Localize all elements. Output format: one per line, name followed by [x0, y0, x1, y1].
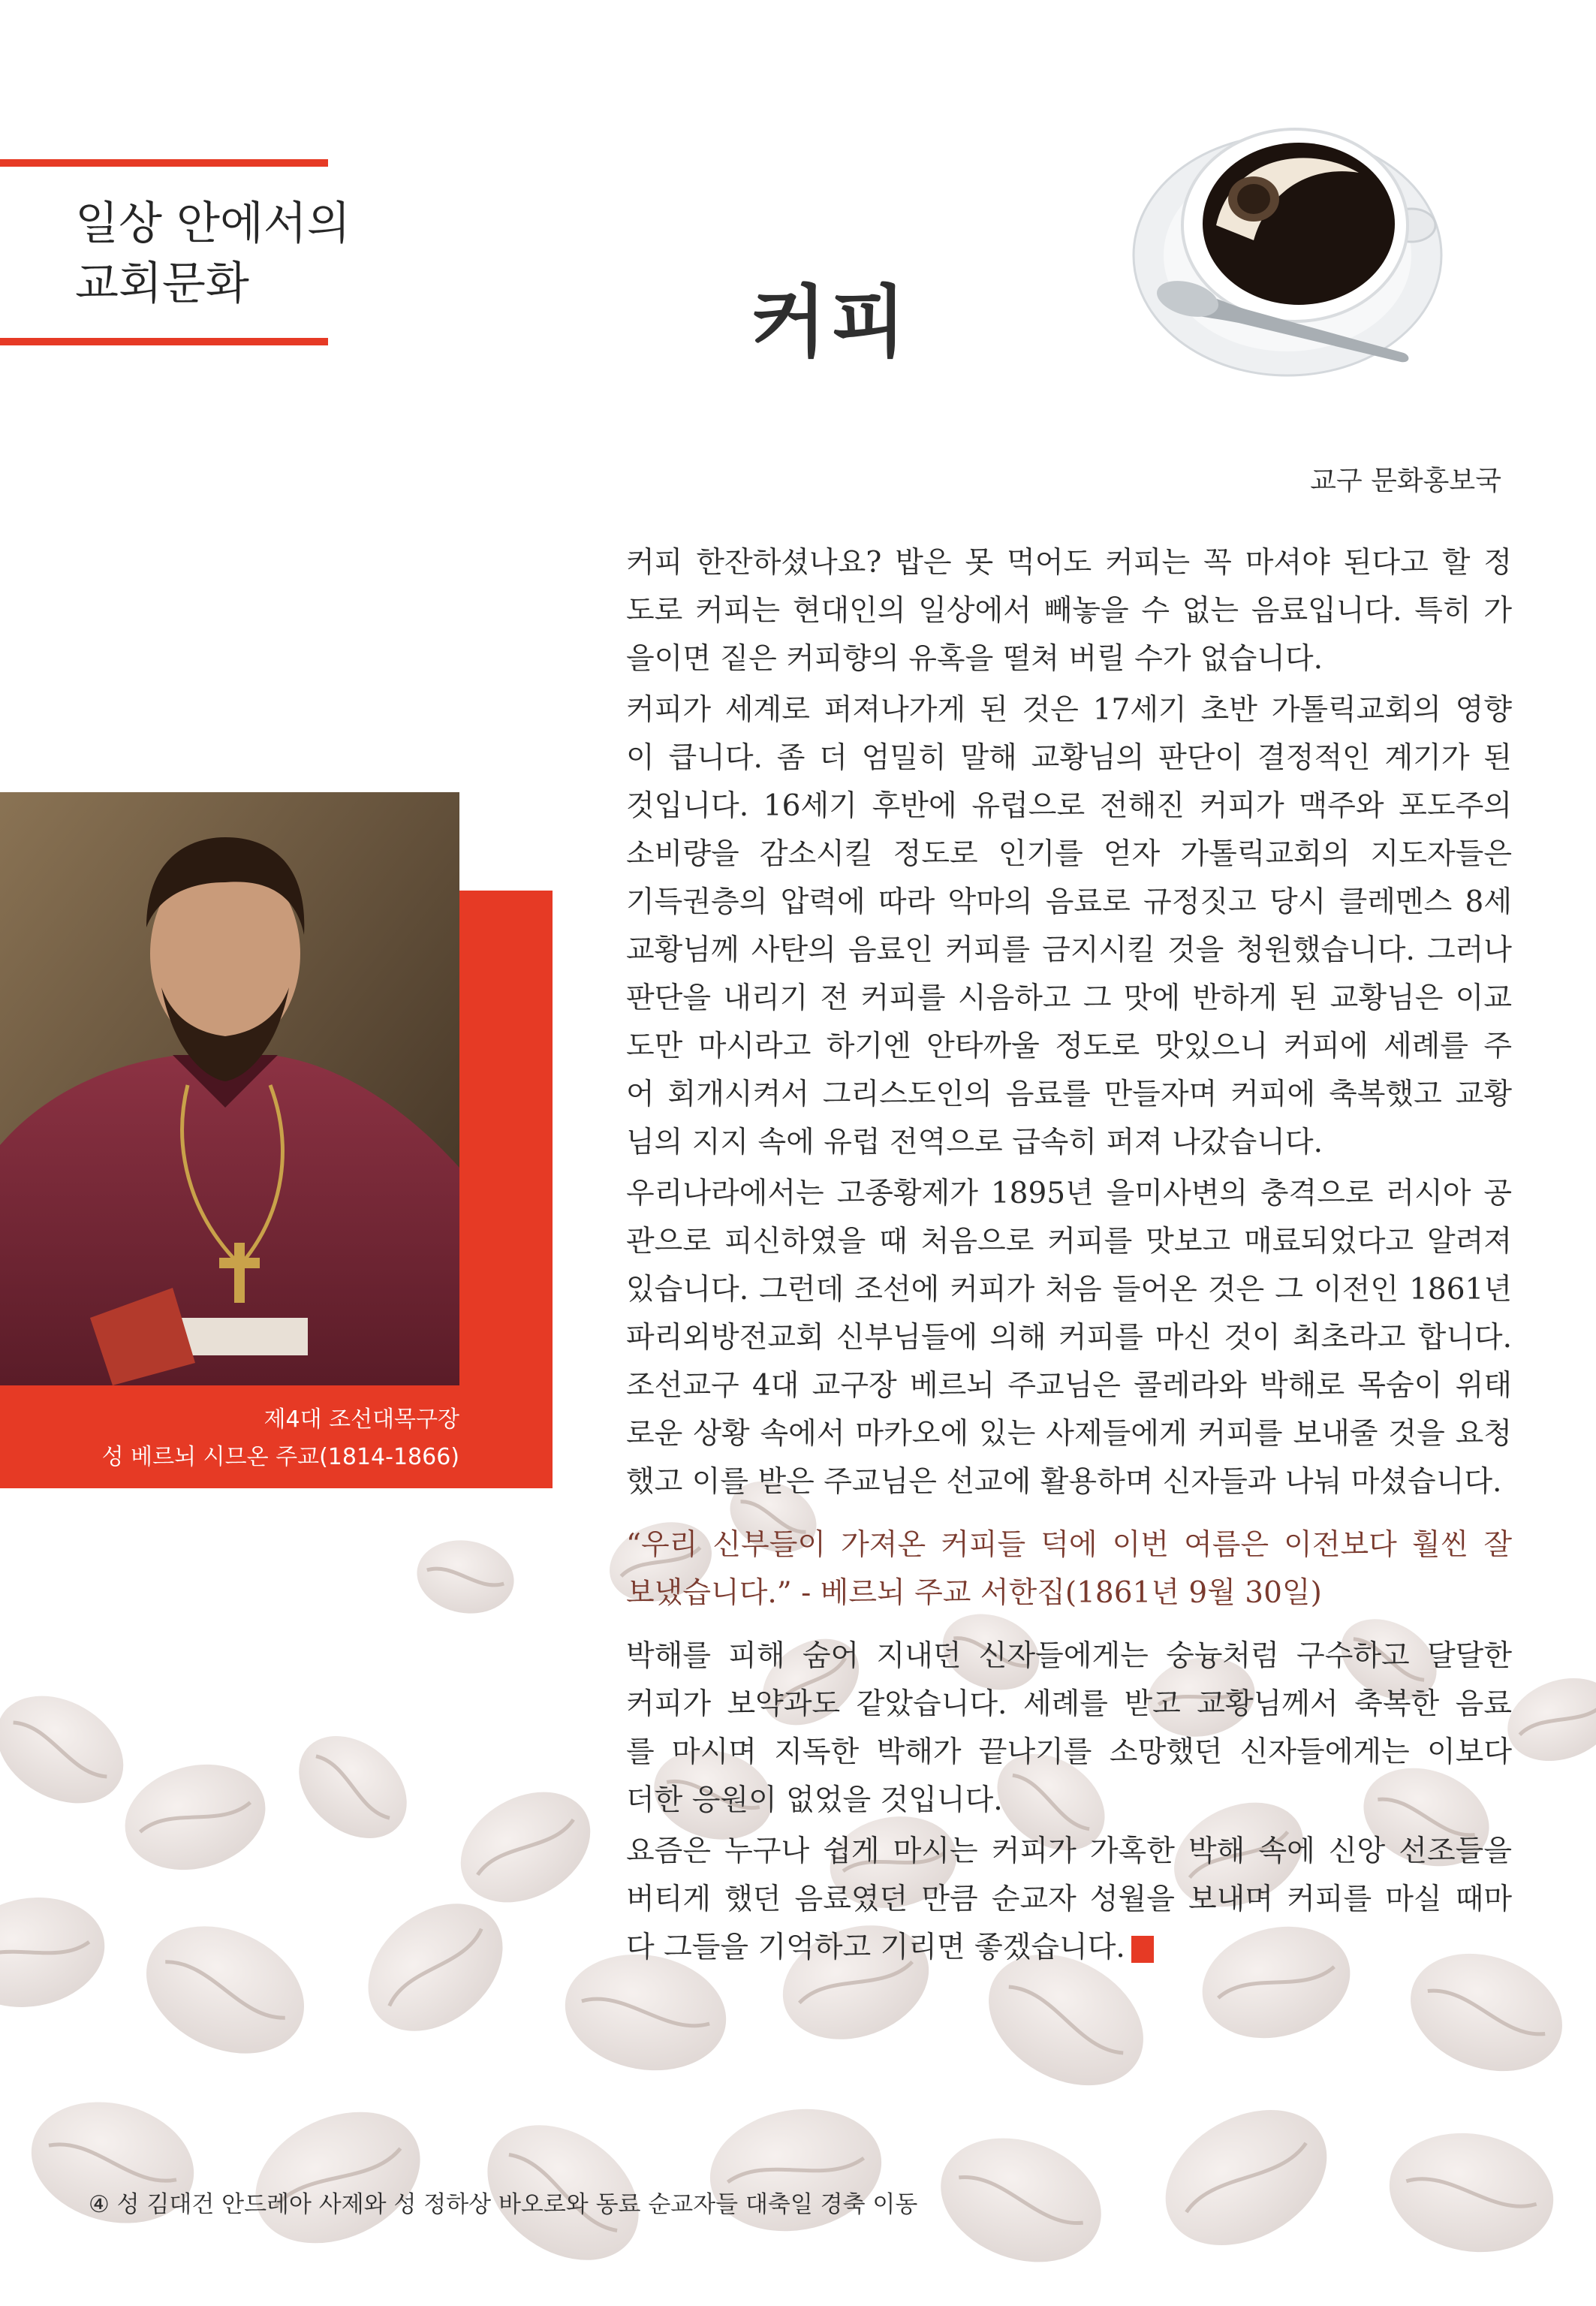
coffee-bean: [441, 1770, 610, 1925]
text-line: 님의 지지 속에 유럽 전역으로 급속히 퍼져 나갔습니다.: [626, 1126, 1323, 1159]
text-line: 요즘은 누구나 쉽게 마시는 커피가 가혹한 박해 속에 신앙 선조들을: [626, 1834, 1512, 1868]
text-line: 것입니다. 16세기 후반에 유럽으로 전해진 커피가 맥주와 포도주의: [626, 789, 1512, 823]
text-line: 소비량을 감소시킬 정도로 인기를 얻자 가톨릭교회의 지도자들은: [626, 837, 1512, 871]
text-line: 우리나라에서는 고종황제가 1895년 을미사변의 충격으로 러시아 공: [626, 1177, 1512, 1210]
quote-line: “우리 신부들이 가져온 커피들 덕에 이번 여름은 이전보다 훨씬 잘: [626, 1528, 1512, 1562]
caption-line2: 성 베르뇌 시므온 주교(1814-1866): [101, 1444, 459, 1470]
text-line: 커피가 세계로 퍼져나가게 된 것은 17세기 초반 가톨릭교회의 영향: [626, 693, 1512, 727]
coffee-bean: [411, 1533, 520, 1620]
page-footer: ④ 성 김대건 안드레아 사제와 성 정하상 바오로와 동료 순교자들 대축일 경축 이동: [89, 2191, 918, 2218]
text-line: 기득권층의 압력에 따라 악마의 음료로 규정짓고 당시 클레멘스 8세: [626, 885, 1512, 919]
text-line: 커피 한잔하셨나요? 밥은 못 먹어도 커피는 꼭 마셔야 된다고 할 정: [626, 546, 1512, 580]
bishop-portrait: [0, 792, 459, 1385]
text-line: 로운 상황 속에서 마카오에 있는 사제들에게 커피를 보내줄 것을 요청: [626, 1417, 1512, 1451]
closing-line-text: 다 그들을 기억하고 기리면 좋겠습니다.: [626, 1931, 1125, 1964]
coffee-bean: [125, 1902, 324, 2078]
section-label-line2: 교회문화: [75, 258, 249, 310]
text-line: 교황님께 사탄의 음료인 커피를 금지시킬 것을 청원했습니다. 그러나: [626, 933, 1512, 967]
paragraph: [626, 1828, 1512, 1972]
paragraph: [626, 686, 1512, 1167]
paragraph: [626, 1632, 1512, 1825]
quote-block: [626, 1521, 1512, 1617]
paragraph: [626, 539, 1512, 683]
text-line: 를 마시며 지독한 박해가 끝나기를 소망했던 신자들에게는 이보다: [626, 1735, 1512, 1769]
coffee-bean: [1141, 2082, 1351, 2273]
text-line: [626, 1924, 1512, 1972]
text-line: 버티게 했던 음료였던 만큼 순교자 성월을 보내며 커피를 마실 때마: [626, 1882, 1512, 1916]
text-line: 더한 응원이 없었을 것입니다.: [626, 1783, 1003, 1817]
paragraph: [626, 1170, 1512, 1506]
text-line: 있습니다. 그런데 조선에 커피가 처음 들어온 것은 그 이전인 1861년: [626, 1273, 1512, 1307]
header-rule-bottom: [0, 338, 328, 345]
byline: 교구 문화홍보국: [1310, 466, 1501, 496]
coffee-bean: [700, 2096, 891, 2244]
text-line: 도로 커피는 현대인의 일상에서 빼놓을 수 없는 음료입니다. 특히 가: [626, 594, 1512, 628]
text-line: 도만 마시라고 하기엔 안타까울 정도로 맛있으니 커피에 세례를 주: [626, 1029, 1512, 1063]
end-mark-icon: [1131, 1936, 1154, 1963]
article-body: [626, 539, 1512, 1975]
text-line: 판단을 내리기 전 커피를 시음하고 그 맛에 반하게 된 교황님은 이교: [626, 981, 1512, 1015]
coffee-bean: [234, 2087, 441, 2268]
coffee-bean: [113, 1750, 278, 1885]
text-line: 파리외방전교회 신부님들에 의해 커피를 마신 것이 최초라고 합니다.: [626, 1321, 1512, 1355]
caption-line1: 제4대 조선대목구장: [263, 1406, 459, 1433]
text-line: 관으로 피신하였을 때 처음으로 커피를 맛보고 매료되었다고 알려져: [626, 1225, 1512, 1259]
section-label: [75, 194, 351, 314]
coffee-bean: [279, 1715, 426, 1859]
text-line: 했고 이를 받은 주교님은 선교에 활용하며 신자들과 나눠 마셨습니다.: [626, 1465, 1502, 1499]
section-label-line1: 일상 안에서의: [75, 197, 351, 250]
coffee-bean: [923, 2117, 1119, 2283]
text-line: 을이면 짙은 커피향의 유혹을 떨쳐 버릴 수가 없습니다.: [626, 642, 1323, 676]
coffee-bean: [1380, 2121, 1563, 2265]
coffee-bean: [0, 1674, 143, 1825]
text-line: 조선교구 4대 교구장 베르뇌 주교님은 콜레라와 박해로 목숨이 위태: [626, 1369, 1512, 1403]
text-line: 커피가 보약과도 같았습니다. 세례를 받고 교황님께서 축복한 음료: [626, 1687, 1512, 1721]
quote-line: 보냈습니다.” - 베르뇌 주교 서한집(1861년 9월 30일): [626, 1576, 1322, 1610]
coffee-bean: [343, 1878, 528, 2057]
text-line: 박해를 피해 숨어 지내던 신자들에게는 숭늉처럼 구수하고 달달한: [626, 1639, 1512, 1673]
page-title: 커피: [751, 276, 911, 368]
portrait-caption: [0, 1401, 459, 1476]
header-rule-top: [0, 159, 328, 167]
coffee-cup-icon: [1119, 113, 1449, 398]
coffee-bean: [0, 1886, 113, 2019]
text-line: 어 회개시켜서 그리스도인의 음료를 만들자며 커피에 축복했고 교황: [626, 1078, 1512, 1111]
text-line: 이 큽니다. 좀 더 엄밀히 말해 교황님의 판단이 결정적인 계기가 된: [626, 741, 1512, 775]
